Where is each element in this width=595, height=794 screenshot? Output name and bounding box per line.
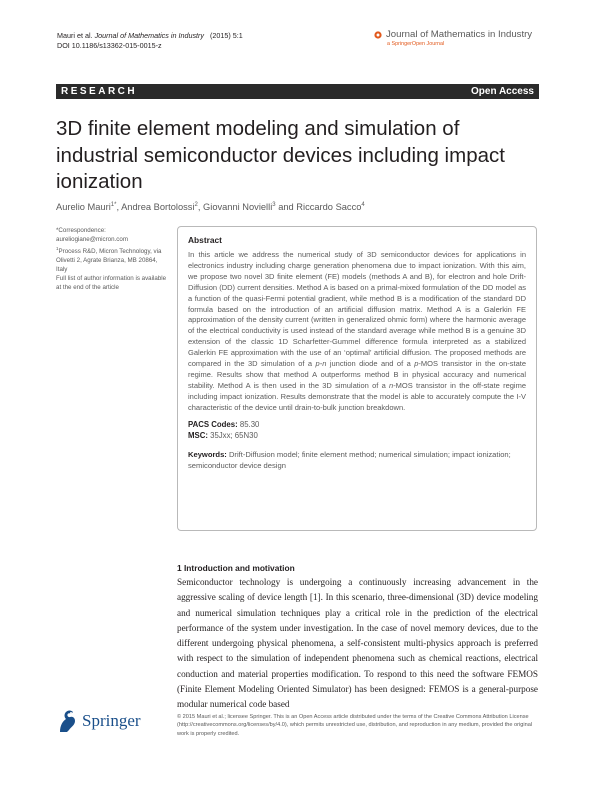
citation-authors: Mauri et al.	[57, 31, 93, 40]
pacs-codes: PACS Codes: 85.30	[188, 419, 260, 429]
msc-codes: MSC: 35Jxx; 65N30	[188, 430, 258, 440]
correspondence-email[interactable]: aureliogiane@micron.com	[56, 236, 128, 243]
abstract-text-segment: -MOS transistor in the off-state regime including impact ionization. Results demonstrate that the model is able to accurately compute the I-V characteristic of the device until drain-to-bulk junction breakdown.	[188, 380, 526, 412]
abstract-text-segment: In this article we address the numerical study of 3D semiconductor devices for applications in electronics industry including charge generation phenomena due to impact ionization. With this aim, we propose two novel 3D finite element (FE) models (methods A and B), for electron and hole Drift-Diffusion (DD) current densities. Method A is based on a primal-mixed formulation of the DD model as a function of the quasi-Fermi potential gradient, while method B is a modification of the standard DD formula based on the introduction of an artificial diffusion matrix. Method A is a Galerkin FE approximation of the density current (written in generalized ohmic form) where the harmonic average of the electrical conductivity is used instead of the standard average while method B is a genuine 3D extension of the classic 1D Scharfetter-Gummel difference formula interpreted as a stabilized Galerkin FE approximation with the use of an ‘optimal’ artificial diffusion. The proposed methods are compared in the 3D simulation of a	[188, 250, 526, 369]
keywords: Keywords: Drift-Diffusion model; finite element method; numerical simulation; impact ionization; semiconductor device design	[188, 449, 511, 470]
abstract-italic-term: p-n	[315, 359, 327, 369]
section-body	[177, 575, 538, 713]
correspondence-label: *Correspondence:	[56, 227, 106, 234]
article-type-banner	[56, 84, 539, 99]
abstract-italic-term: n	[389, 380, 394, 390]
license-text: © 2015 Mauri et al.; licensee Springer. This is an Open Access article distributed under the terms of the Creative Commons Attribution License (http://creativecommons.org/licenses/by/4.0), which permits unrestricted use, distribution, and reproduction in any medium, provided the original work is properly credited.	[177, 714, 533, 737]
doi-link[interactable]: DOI 10.1186/s13362-015-0015-z	[57, 41, 162, 50]
abstract-text	[188, 250, 526, 414]
citation-year: (2015) 5:1	[210, 31, 243, 40]
author-sup: 2	[194, 202, 198, 208]
article-title: 3D finite element modeling and simulation of industrial semiconductor devices including impact ionization	[56, 117, 505, 193]
journal-logo[interactable]	[374, 29, 544, 47]
author-name[interactable]: Giovanni Novielli	[203, 202, 273, 213]
abstract-italic-term: p	[414, 359, 419, 369]
author-sup: 3	[272, 202, 276, 208]
springer-name: Springer	[82, 711, 141, 730]
citation-line	[57, 31, 243, 51]
citation-journal: Journal of Mathematics in Industry	[94, 31, 205, 40]
author-sup: 1*	[110, 202, 117, 208]
correspondence-note	[56, 226, 168, 292]
abstract-text-segment: -MOS transistor in the on-state regime. Results show that method A outperforms method B in physical accuracy and numerical stability. Method A is then used in the 3D simulation of a	[188, 359, 526, 390]
author-list: Aurelio Mauri$^{1*}$, Andrea Bortolossi$^2$, Giovanni Novielli$^3$ and Riccardo Sacco$^4$	[56, 202, 365, 213]
section-heading: 1 Introduction and motivation	[177, 563, 295, 573]
article-type-label: RESEARCH	[61, 86, 138, 97]
author-name[interactable]: Aurelio Mauri	[56, 202, 111, 213]
body-paragraph: Semiconductor technology is undergoing a continuously increasing advancement in the aggressive scaling of device length [1]. In this scenario, three-dimensional (3D) device modeling and numerical simulation techniques play a critical role in the prediction of the electrical performance of the system under investigation. In the case of novel memory devices, due to the different undergoing physical phenomena, a self-consistent multi-physics approach is preferred with respect to the simulation of independent phenomena such as chemical reactions, electrical conduction and material properties modification. To respond to this need the software FEMOS (Finite Element Modeling Oriented Simulator) has been designed: FEMOS is a general-purpose modular numerical code based	[177, 577, 538, 710]
journal-name: Journal of Mathematics in Industry	[386, 29, 533, 40]
abstract-heading: Abstract	[188, 235, 222, 245]
journal-subtitle: a SpringerOpen Journal	[387, 41, 445, 47]
author-name[interactable]: Riccardo Sacco	[296, 202, 362, 213]
journal-logo-icon	[374, 31, 382, 39]
affiliation: $^1$Process R&D, Micron Technology, via Olivetti 2, Agrate Brianza, MB 20864, Italy	[56, 246, 162, 274]
springer-horse-icon	[56, 708, 78, 734]
author-sup: 4	[361, 202, 365, 208]
abstract-box	[177, 226, 537, 531]
open-access-label: Open Access	[471, 86, 534, 97]
springer-logo[interactable]	[56, 708, 141, 734]
author-info-note: Full list of author information is available at the end of the article	[56, 275, 167, 292]
abstract-text-segment: junction diode and of a	[326, 359, 415, 369]
author-name[interactable]: Andrea Bortolossi	[121, 202, 195, 213]
